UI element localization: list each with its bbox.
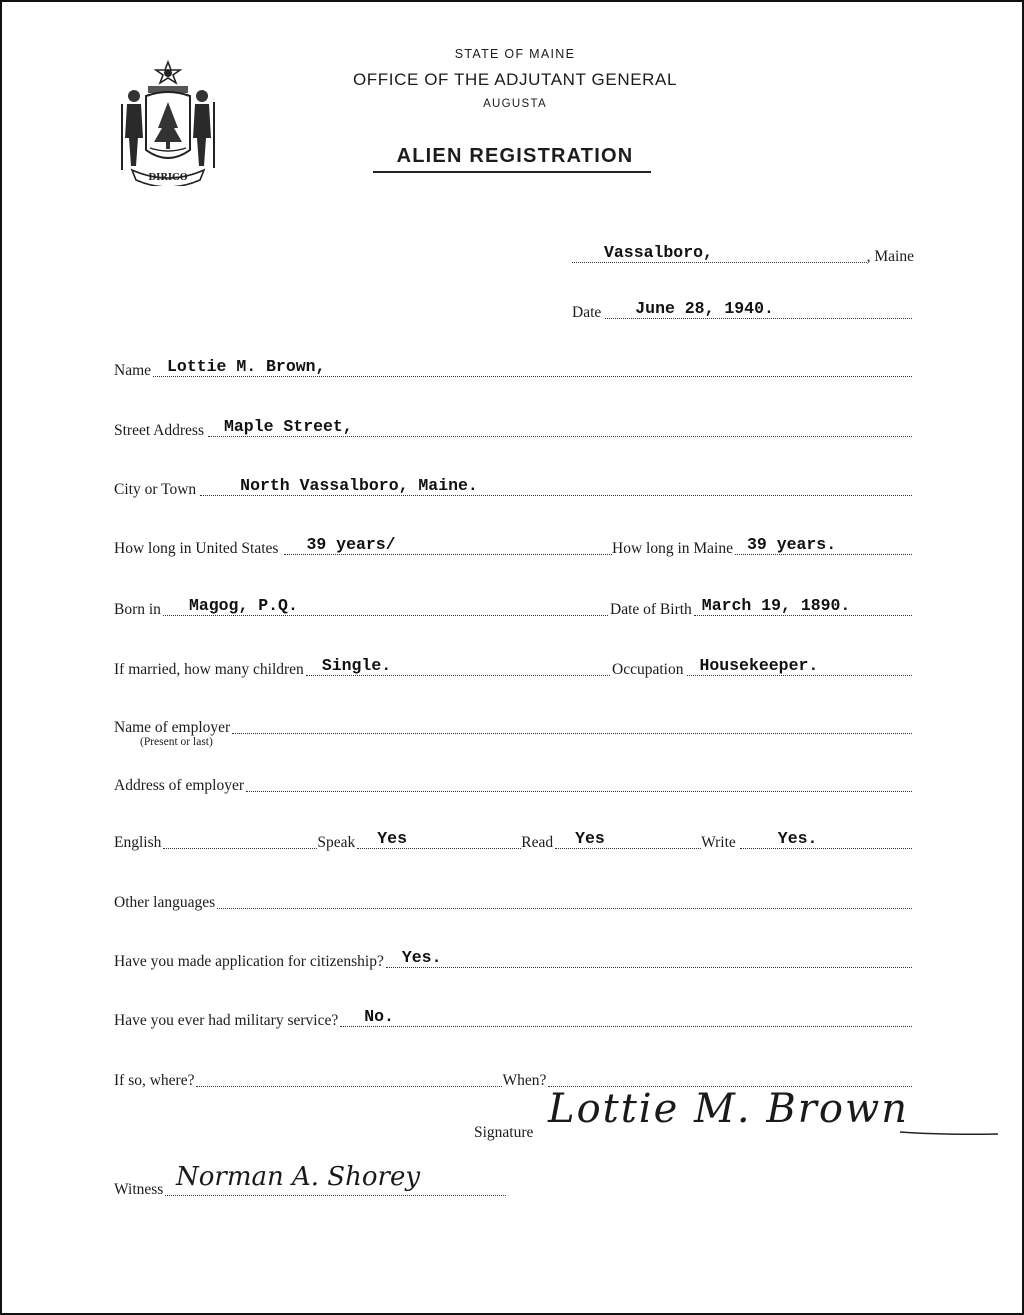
- maine-field[interactable]: [735, 535, 912, 555]
- other-languages-row: [114, 894, 912, 912]
- speak-value: Yes: [377, 829, 407, 848]
- state-seal-icon: [112, 58, 224, 186]
- street-row: [114, 417, 912, 440]
- date-label: Date: [572, 304, 602, 321]
- citizenship-label: Have you made application for citizenship?: [114, 953, 384, 970]
- military-row: [114, 1007, 912, 1030]
- city-value: North Vassalboro, Maine.: [240, 476, 478, 495]
- employer-row: [114, 719, 912, 737]
- speak-label: Speak: [317, 834, 356, 851]
- employer-label: Name of employer: [114, 719, 231, 736]
- witness-field[interactable]: [165, 1195, 506, 1196]
- street-field[interactable]: [208, 417, 912, 437]
- dob-label: Date of Birth: [610, 601, 692, 618]
- children-field[interactable]: [306, 656, 610, 676]
- citizenship-field[interactable]: [386, 948, 912, 968]
- signature-flourish-icon: [900, 1126, 1000, 1138]
- date-value: June 28, 1940.: [635, 299, 774, 318]
- employer-field[interactable]: [232, 733, 912, 734]
- employer-address-field[interactable]: [246, 791, 912, 792]
- occupation-row: [612, 656, 912, 679]
- occupation-value: Housekeeper.: [699, 656, 819, 675]
- dob-row: [610, 596, 912, 619]
- form-title: ALIEN REGISTRATION: [396, 145, 634, 167]
- city-label: City or Town: [114, 481, 197, 498]
- when-label: When?: [502, 1072, 547, 1089]
- maine-value: 39 years.: [746, 535, 837, 554]
- maine-row: [612, 535, 912, 558]
- name-label: Name: [114, 362, 152, 379]
- place-value: Vassalboro,: [604, 243, 713, 262]
- read-value: Yes: [575, 829, 605, 848]
- us-label: How long in United States: [114, 540, 279, 557]
- occupation-label: Occupation: [612, 661, 684, 678]
- children-row: [114, 656, 610, 679]
- military-field[interactable]: [340, 1007, 912, 1027]
- where-field[interactable]: [196, 1086, 502, 1087]
- signature-row: [474, 1124, 533, 1142]
- employer-address-row: [114, 777, 912, 795]
- place-field[interactable]: [572, 243, 867, 263]
- born-value: Magog, P.Q.: [188, 596, 298, 615]
- date-row: [572, 299, 912, 322]
- city-row: [114, 476, 912, 499]
- title-underline: [373, 171, 651, 173]
- write-field[interactable]: [740, 829, 912, 849]
- header-state: STATE OF MAINE: [454, 47, 576, 61]
- svg-text:DIRIGO: DIRIGO: [148, 173, 188, 183]
- speak-field[interactable]: [357, 829, 521, 849]
- dob-field[interactable]: [694, 596, 912, 616]
- maine-label: How long in Maine: [612, 540, 733, 557]
- place-suffix: , Maine: [866, 248, 914, 265]
- place-row: [572, 243, 914, 266]
- english-label: English: [114, 834, 162, 851]
- where-label: If so, where?: [114, 1072, 195, 1089]
- street-label: Street Address: [114, 422, 204, 439]
- born-label: Born in: [114, 601, 161, 618]
- city-field[interactable]: [200, 476, 912, 496]
- occupation-field[interactable]: [687, 656, 912, 676]
- read-field[interactable]: [555, 829, 701, 849]
- children-value: Single.: [321, 656, 392, 675]
- street-value: Maple Street,: [223, 417, 353, 436]
- date-field[interactable]: [605, 299, 912, 319]
- born-row: [114, 596, 608, 619]
- military-value: No.: [364, 1007, 394, 1026]
- us-row: [114, 535, 612, 558]
- english-row: [114, 829, 912, 852]
- employer-address-label: Address of employer: [114, 777, 244, 794]
- citizenship-value: Yes.: [401, 948, 442, 967]
- us-field[interactable]: [284, 535, 612, 555]
- employer-sublabel: (Present or last): [140, 736, 213, 748]
- other-languages-label: Other languages: [114, 894, 216, 911]
- military-label: Have you ever had military service?: [114, 1012, 339, 1029]
- header-office: OFFICE OF THE ADJUTANT GENERAL: [352, 70, 678, 89]
- write-label: Write: [701, 834, 736, 851]
- dob-value: March 19, 1890.: [701, 596, 851, 615]
- name-field[interactable]: [153, 357, 912, 377]
- english-field[interactable]: [163, 848, 317, 849]
- signature-label: Signature: [474, 1124, 534, 1141]
- signature-value: Lottie M. Brown: [548, 1086, 909, 1132]
- read-label: Read: [521, 834, 554, 851]
- name-value: Lottie M. Brown,: [167, 357, 326, 376]
- born-field[interactable]: [163, 596, 608, 616]
- witness-label: Witness: [114, 1181, 164, 1198]
- header-city: AUGUSTA: [483, 98, 547, 110]
- write-value: Yes.: [777, 829, 818, 848]
- name-row: [114, 357, 912, 380]
- witness-value: Norman A. Shorey: [176, 1162, 421, 1192]
- citizenship-row: [114, 948, 912, 971]
- children-label: If married, how many children: [114, 661, 304, 678]
- us-value: 39 years/: [306, 535, 396, 554]
- other-languages-field[interactable]: [217, 908, 912, 909]
